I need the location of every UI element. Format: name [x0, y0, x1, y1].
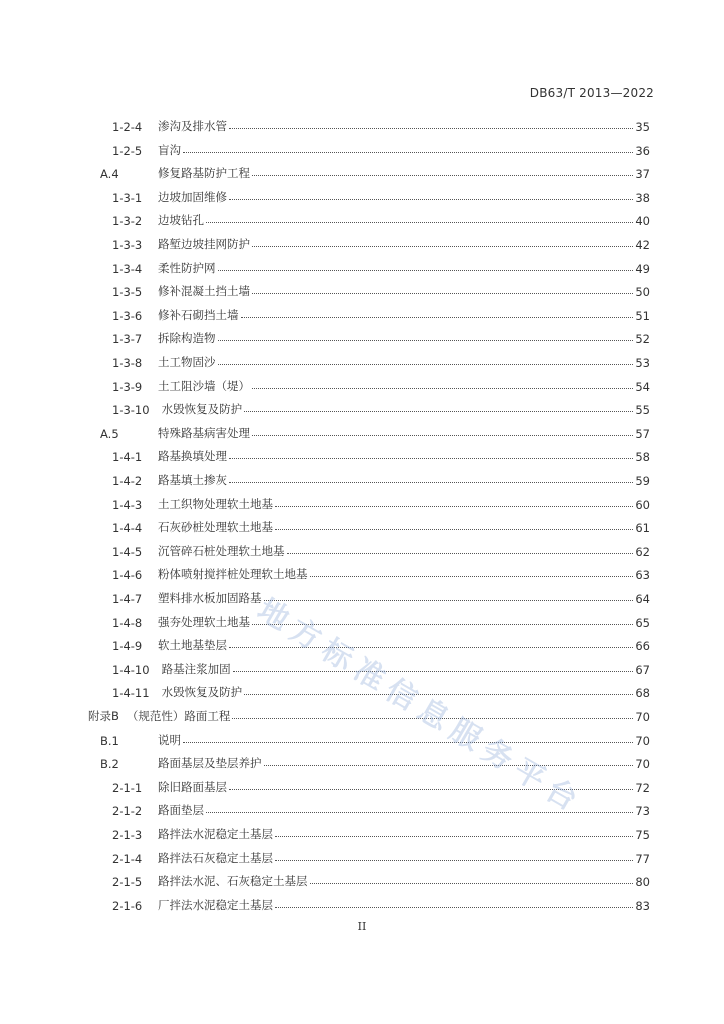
toc-entry-code: 1-4-9: [112, 639, 143, 654]
toc-entry-code: A.4: [100, 167, 119, 182]
toc-entry-title: 修复路基防护工程: [158, 166, 250, 181]
toc-dot-leader: [206, 811, 633, 813]
toc-entry-page: 83: [635, 898, 650, 913]
toc-entry-page: 55: [635, 403, 650, 418]
toc-entry-page: 58: [635, 450, 650, 465]
toc-dot-leader: [218, 339, 634, 341]
toc-entry-page: 51: [635, 308, 650, 323]
toc-entry-page: 63: [635, 568, 650, 583]
toc-dot-leader: [275, 859, 633, 861]
watermark-char: 务: [475, 732, 519, 778]
toc-entry-code: B.2: [100, 757, 119, 772]
toc-entry[interactable]: [112, 610, 650, 630]
watermark-char: 标: [315, 632, 359, 678]
toc-entry-code: 1-3-3: [112, 238, 143, 252]
toc-dot-leader: [183, 741, 633, 743]
toc-dot-leader: [206, 221, 633, 223]
toc-entry[interactable]: [112, 657, 650, 677]
watermark-char: 准: [347, 652, 391, 698]
toc-entry[interactable]: [88, 704, 650, 724]
toc-entry-title: 边坡加固维修: [158, 189, 227, 204]
toc-dot-leader: [275, 505, 633, 507]
toc-entry-title: 柔性防护网: [158, 260, 216, 275]
toc-dot-leader: [252, 245, 633, 247]
toc-entry-code: 1-3-7: [112, 332, 143, 347]
toc-entry-page: 37: [635, 167, 650, 182]
toc-entry-code: 1-4-7: [112, 592, 143, 606]
toc-entry-page: 66: [635, 639, 650, 654]
toc-entry[interactable]: [112, 869, 650, 889]
toc-entry-title: 沉管碎石桩处理软土地基: [158, 543, 285, 558]
toc-entry-title: （规范性）路面工程: [126, 709, 231, 723]
toc-entry[interactable]: [112, 822, 650, 842]
toc-entry-title: 水毁恢复及防护: [158, 685, 243, 700]
toc-entry[interactable]: [100, 161, 650, 181]
toc-dot-leader: [229, 646, 633, 648]
watermark-char: 息: [411, 692, 455, 738]
toc-entry-code: 1-3-8: [112, 356, 143, 370]
toc-entry-code: 2-1-6: [112, 898, 143, 913]
toc-entry-code: 1-3-1: [112, 190, 143, 205]
toc-entry-page: 42: [635, 238, 650, 252]
watermark-char: 方: [283, 612, 327, 658]
toc-entry-title: 土工阻沙墙（堤）: [158, 378, 250, 393]
toc-entry-code: 附录B: [88, 709, 119, 723]
toc-entry-title: 土工物固沙: [158, 355, 216, 369]
toc-entry-title: 软土地基垫层: [158, 638, 227, 653]
toc-dot-leader: [229, 127, 633, 129]
toc-entry[interactable]: [112, 798, 650, 818]
toc-entry-page: 72: [635, 780, 650, 795]
toc-entry-page: 70: [635, 710, 650, 724]
toc-entry-page: 62: [635, 544, 650, 559]
toc-entry-code: 1-4-5: [112, 544, 143, 559]
toc-entry-page: 68: [635, 686, 650, 701]
toc-entry[interactable]: [112, 846, 650, 866]
toc-entry-title: 路堑边坡挂网防护: [158, 237, 250, 251]
toc-entry[interactable]: [112, 586, 650, 606]
toc-entry-code: 2-1-1: [112, 780, 143, 795]
toc-entry-page: 38: [635, 190, 650, 205]
toc-entry[interactable]: [112, 350, 650, 370]
toc-entry-page: 61: [635, 521, 650, 536]
toc-entry-title: 修补石砌挡土墙: [158, 307, 239, 322]
toc-entry-page: 57: [635, 426, 650, 441]
toc-entry-title: 土工织物处理软土地基: [158, 496, 273, 511]
toc-entry[interactable]: [112, 515, 650, 535]
toc-entry[interactable]: [112, 680, 650, 700]
toc-entry-title: 水毁恢复及防护: [158, 402, 243, 417]
toc-dot-leader: [252, 623, 633, 625]
toc-dot-leader: [310, 882, 634, 884]
toc-entry-title: 除旧路面基层: [158, 779, 227, 794]
toc-entry-title: 边坡钻孔: [158, 213, 204, 228]
toc-entry[interactable]: [112, 397, 650, 417]
toc-entry-code: 1-3-10: [112, 403, 150, 418]
toc-entry[interactable]: [112, 114, 650, 134]
toc-entry-page: 49: [635, 261, 650, 276]
toc-entry-page: 54: [635, 379, 650, 394]
page-number: II: [357, 920, 367, 933]
toc-entry-title: 特殊路基病害处理: [158, 425, 250, 440]
toc-dot-leader: [244, 693, 633, 695]
toc-entry[interactable]: [112, 138, 650, 158]
watermark-char: 台: [539, 772, 583, 818]
toc-entry-title: 渗沟及排水管: [158, 119, 227, 133]
toc-entry-code: 1-4-1: [112, 450, 143, 465]
toc-dot-leader: [310, 575, 634, 577]
toc-entry[interactable]: [112, 279, 650, 299]
toc-entry-page: 75: [635, 828, 650, 842]
toc-entry-page: 59: [635, 474, 650, 488]
toc-entry[interactable]: [112, 256, 650, 276]
watermark-char: 平: [507, 752, 551, 798]
toc-entry-code: 1-4-4: [112, 521, 143, 536]
toc-entry-code: 1-3-5: [112, 285, 143, 300]
toc-entry[interactable]: [112, 208, 650, 228]
toc-entry-title: 强夯处理软土地基: [158, 614, 250, 629]
toc-entry-code: 1-3-2: [112, 214, 143, 229]
toc-entry-page: 50: [635, 285, 650, 300]
toc-dot-leader: [218, 269, 634, 271]
toc-entry-code: 1-2-5: [112, 143, 143, 158]
toc-entry[interactable]: [112, 444, 650, 464]
toc-dot-leader: [252, 387, 633, 389]
toc-entry-code: 1-4-6: [112, 568, 143, 583]
toc-entry-code: 1-2-4: [112, 120, 143, 134]
toc-entry-code: 1-4-2: [112, 474, 143, 488]
toc-entry-title: 说明: [158, 732, 181, 747]
toc-dot-leader: [229, 457, 633, 459]
toc-entry[interactable]: [112, 893, 650, 913]
toc-entry-page: 35: [635, 120, 650, 134]
toc-entry[interactable]: [112, 492, 650, 512]
toc-entry-page: 60: [635, 497, 650, 512]
toc-entry-code: 1-3-4: [112, 261, 143, 276]
toc-entry-title: 塑料排水板加固路基: [158, 591, 262, 605]
toc-entry[interactable]: [100, 421, 650, 441]
toc-dot-leader: [229, 788, 633, 790]
toc-entry-title: 粉体喷射搅拌桩处理软土地基: [158, 567, 308, 582]
toc-entry[interactable]: [112, 232, 650, 252]
toc-entry[interactable]: [100, 751, 650, 771]
toc-entry-page: 40: [635, 214, 650, 229]
toc-entry-code: 1-4-8: [112, 615, 143, 630]
watermark-char: 服: [443, 712, 487, 758]
toc-dot-leader: [264, 764, 634, 766]
toc-dot-leader: [183, 151, 633, 153]
toc-entry[interactable]: [112, 562, 650, 582]
toc-entry[interactable]: [112, 185, 650, 205]
toc-entry-code: A.5: [100, 426, 119, 441]
toc-entry-title: 路面基层及垫层养护: [158, 756, 262, 771]
toc-entry-title: 厂拌法水泥稳定土基层: [158, 897, 273, 912]
toc-entry-title: 盲沟: [158, 142, 181, 157]
toc-dot-leader: [244, 410, 633, 412]
toc-entry-code: 1-4-10: [112, 662, 150, 677]
toc-entry-page: 53: [635, 356, 650, 370]
toc-entry-page: 67: [635, 662, 650, 677]
toc-entry-title: 石灰砂桩处理软土地基: [158, 520, 273, 535]
toc-entry-code: 2-1-2: [112, 804, 143, 819]
toc-entry-code: B.1: [100, 733, 119, 748]
toc-entry-page: 36: [635, 143, 650, 158]
toc-entry-code: 1-3-6: [112, 308, 143, 323]
toc-entry-title: 修补混凝土挡土墙: [158, 284, 250, 299]
toc-entry[interactable]: [112, 326, 650, 346]
watermark-char: 地: [251, 592, 295, 638]
toc-entry-code: 1-4-11: [112, 686, 150, 701]
toc-dot-leader: [252, 434, 633, 436]
toc-dot-leader: [233, 670, 634, 672]
toc-entry[interactable]: [100, 728, 650, 748]
toc-dot-leader: [229, 198, 633, 200]
toc-dot-leader: [264, 599, 634, 601]
toc-dot-leader: [218, 363, 634, 365]
toc-entry-title: 路基换填处理: [158, 449, 227, 464]
toc-entry-title: 路拌法水泥稳定土基层: [158, 827, 273, 841]
toc-entry-page: 52: [635, 332, 650, 347]
toc-entry-title: 路基注浆加固: [158, 661, 231, 676]
toc-dot-leader: [229, 481, 633, 483]
toc-entry-title: 路拌法水泥、石灰稳定土基层: [158, 874, 308, 889]
toc-entry-page: 70: [635, 757, 650, 772]
toc-entry-code: 2-1-4: [112, 851, 143, 866]
toc-dot-leader: [275, 528, 633, 530]
toc-entry[interactable]: [112, 468, 650, 488]
toc-entry-code: 2-1-3: [112, 828, 143, 842]
toc-entry-title: 拆除构造物: [158, 331, 216, 346]
toc-entry[interactable]: [112, 633, 650, 653]
toc-dot-leader: [275, 835, 633, 837]
toc-entry-page: 73: [635, 804, 650, 819]
toc-entry[interactable]: [112, 303, 650, 323]
toc-dot-leader: [252, 174, 633, 176]
toc-entry-title: 路拌法石灰稳定土基层: [158, 850, 273, 865]
toc-entry[interactable]: [112, 539, 650, 559]
watermark-char: 信: [379, 672, 423, 718]
toc-entry-title: 路基填土掺灰: [158, 473, 227, 487]
toc-dot-leader: [252, 292, 633, 294]
toc-entry-title: 路面垫层: [158, 803, 204, 818]
toc-entry[interactable]: [112, 775, 650, 795]
toc-entry-code: 1-4-3: [112, 497, 143, 512]
toc-dot-leader: [275, 906, 633, 908]
standard-code-header: DB63/T 2013—2022: [529, 86, 654, 100]
toc-entry-page: 77: [635, 851, 650, 866]
toc-entry[interactable]: [112, 374, 650, 394]
toc-entry-page: 65: [635, 615, 650, 630]
toc-entry-code: 2-1-5: [112, 875, 143, 890]
toc-dot-leader: [232, 717, 633, 719]
toc-entry-page: 70: [635, 733, 650, 748]
toc-entry-page: 80: [635, 875, 650, 890]
toc-entry-code: 1-3-9: [112, 379, 143, 394]
toc-entry-page: 64: [635, 592, 650, 606]
toc-dot-leader: [241, 316, 634, 318]
toc-dot-leader: [287, 552, 634, 554]
